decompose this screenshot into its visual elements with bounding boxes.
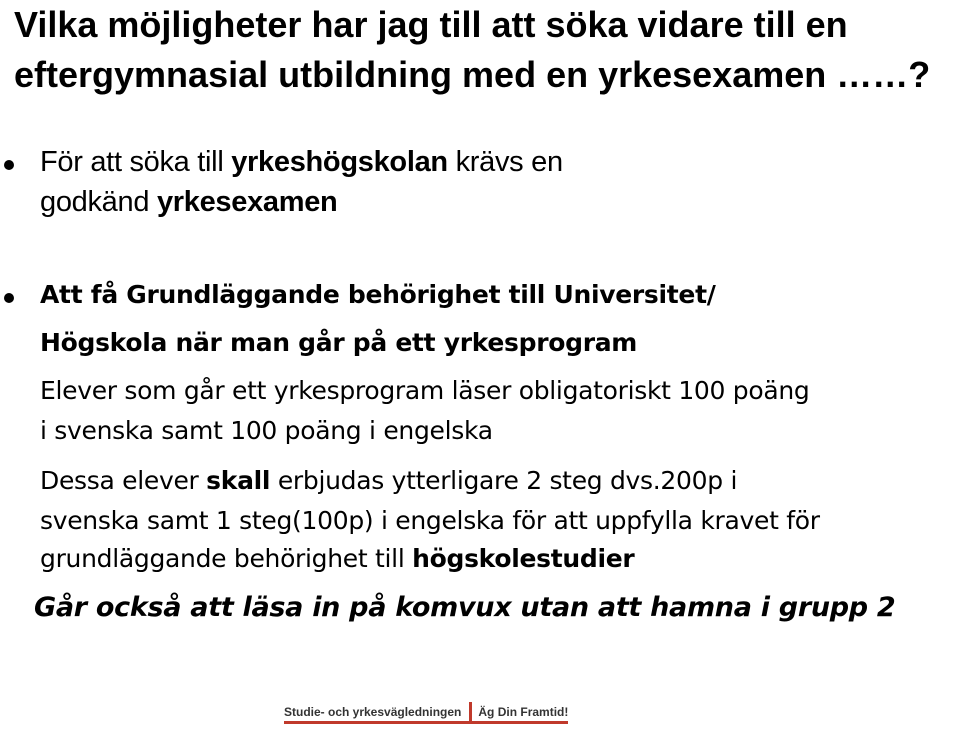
footer-underline: [284, 721, 568, 724]
bullet2-para1-line2: i svenska samt 100 poäng i engelska: [40, 416, 493, 445]
highlight-skall: skall: [206, 466, 271, 495]
bullet-dot-icon: [4, 293, 14, 303]
text: För att söka till: [40, 146, 232, 178]
bullet-dot-icon: [4, 160, 14, 170]
highlight-yrkeshogskolan: yrkeshögskolan: [231, 146, 448, 178]
footer-right-text: Äg Din Framtid!: [478, 705, 569, 719]
highlight-yrkesexamen: yrkesexamen: [156, 186, 338, 218]
bullet2-para2-line2: svenska samt 1 steg(100p) i engelska för att uppfylla kravet för: [40, 506, 820, 535]
text: erbjudas ytterligare 2 steg dvs.200p i: [270, 466, 738, 495]
komvux-note: Går också att läsa in på komvux utan att hamna i grupp 2: [34, 592, 896, 623]
title-line-2: eftergymnasial utbildning med en yrkesexamen ……?: [14, 54, 931, 95]
slide-title: [14, 0, 944, 100]
footer-logo: [284, 700, 568, 724]
bullet2-para2-line3: [40, 544, 634, 573]
text: godkänd: [40, 186, 157, 218]
bullet2-heading-line2: Högskola när man går på ett yrkesprogram: [40, 328, 638, 357]
bullet2-para2-line1: [40, 466, 737, 495]
text: Dessa elever: [40, 466, 207, 495]
highlight-hogskolestudier: högskolestudier: [412, 544, 635, 573]
bullet1-line1: [40, 146, 563, 179]
bullet1-line2: [40, 186, 337, 219]
title-line-1: Vilka möjligheter har jag till att söka vidare till en: [14, 4, 848, 45]
text: krävs en: [447, 146, 563, 178]
footer-left-text: Studie- och yrkesvägledningen: [284, 705, 462, 719]
bullet2-para1-line1: Elever som går ett yrkesprogram läser obligatoriskt 100 poäng: [40, 376, 810, 405]
bullet2-heading-line1: Att få Grundläggande behörighet till Universitet/: [40, 280, 716, 309]
footer-divider: [469, 702, 472, 722]
text: grundläggande behörighet till: [40, 544, 413, 573]
